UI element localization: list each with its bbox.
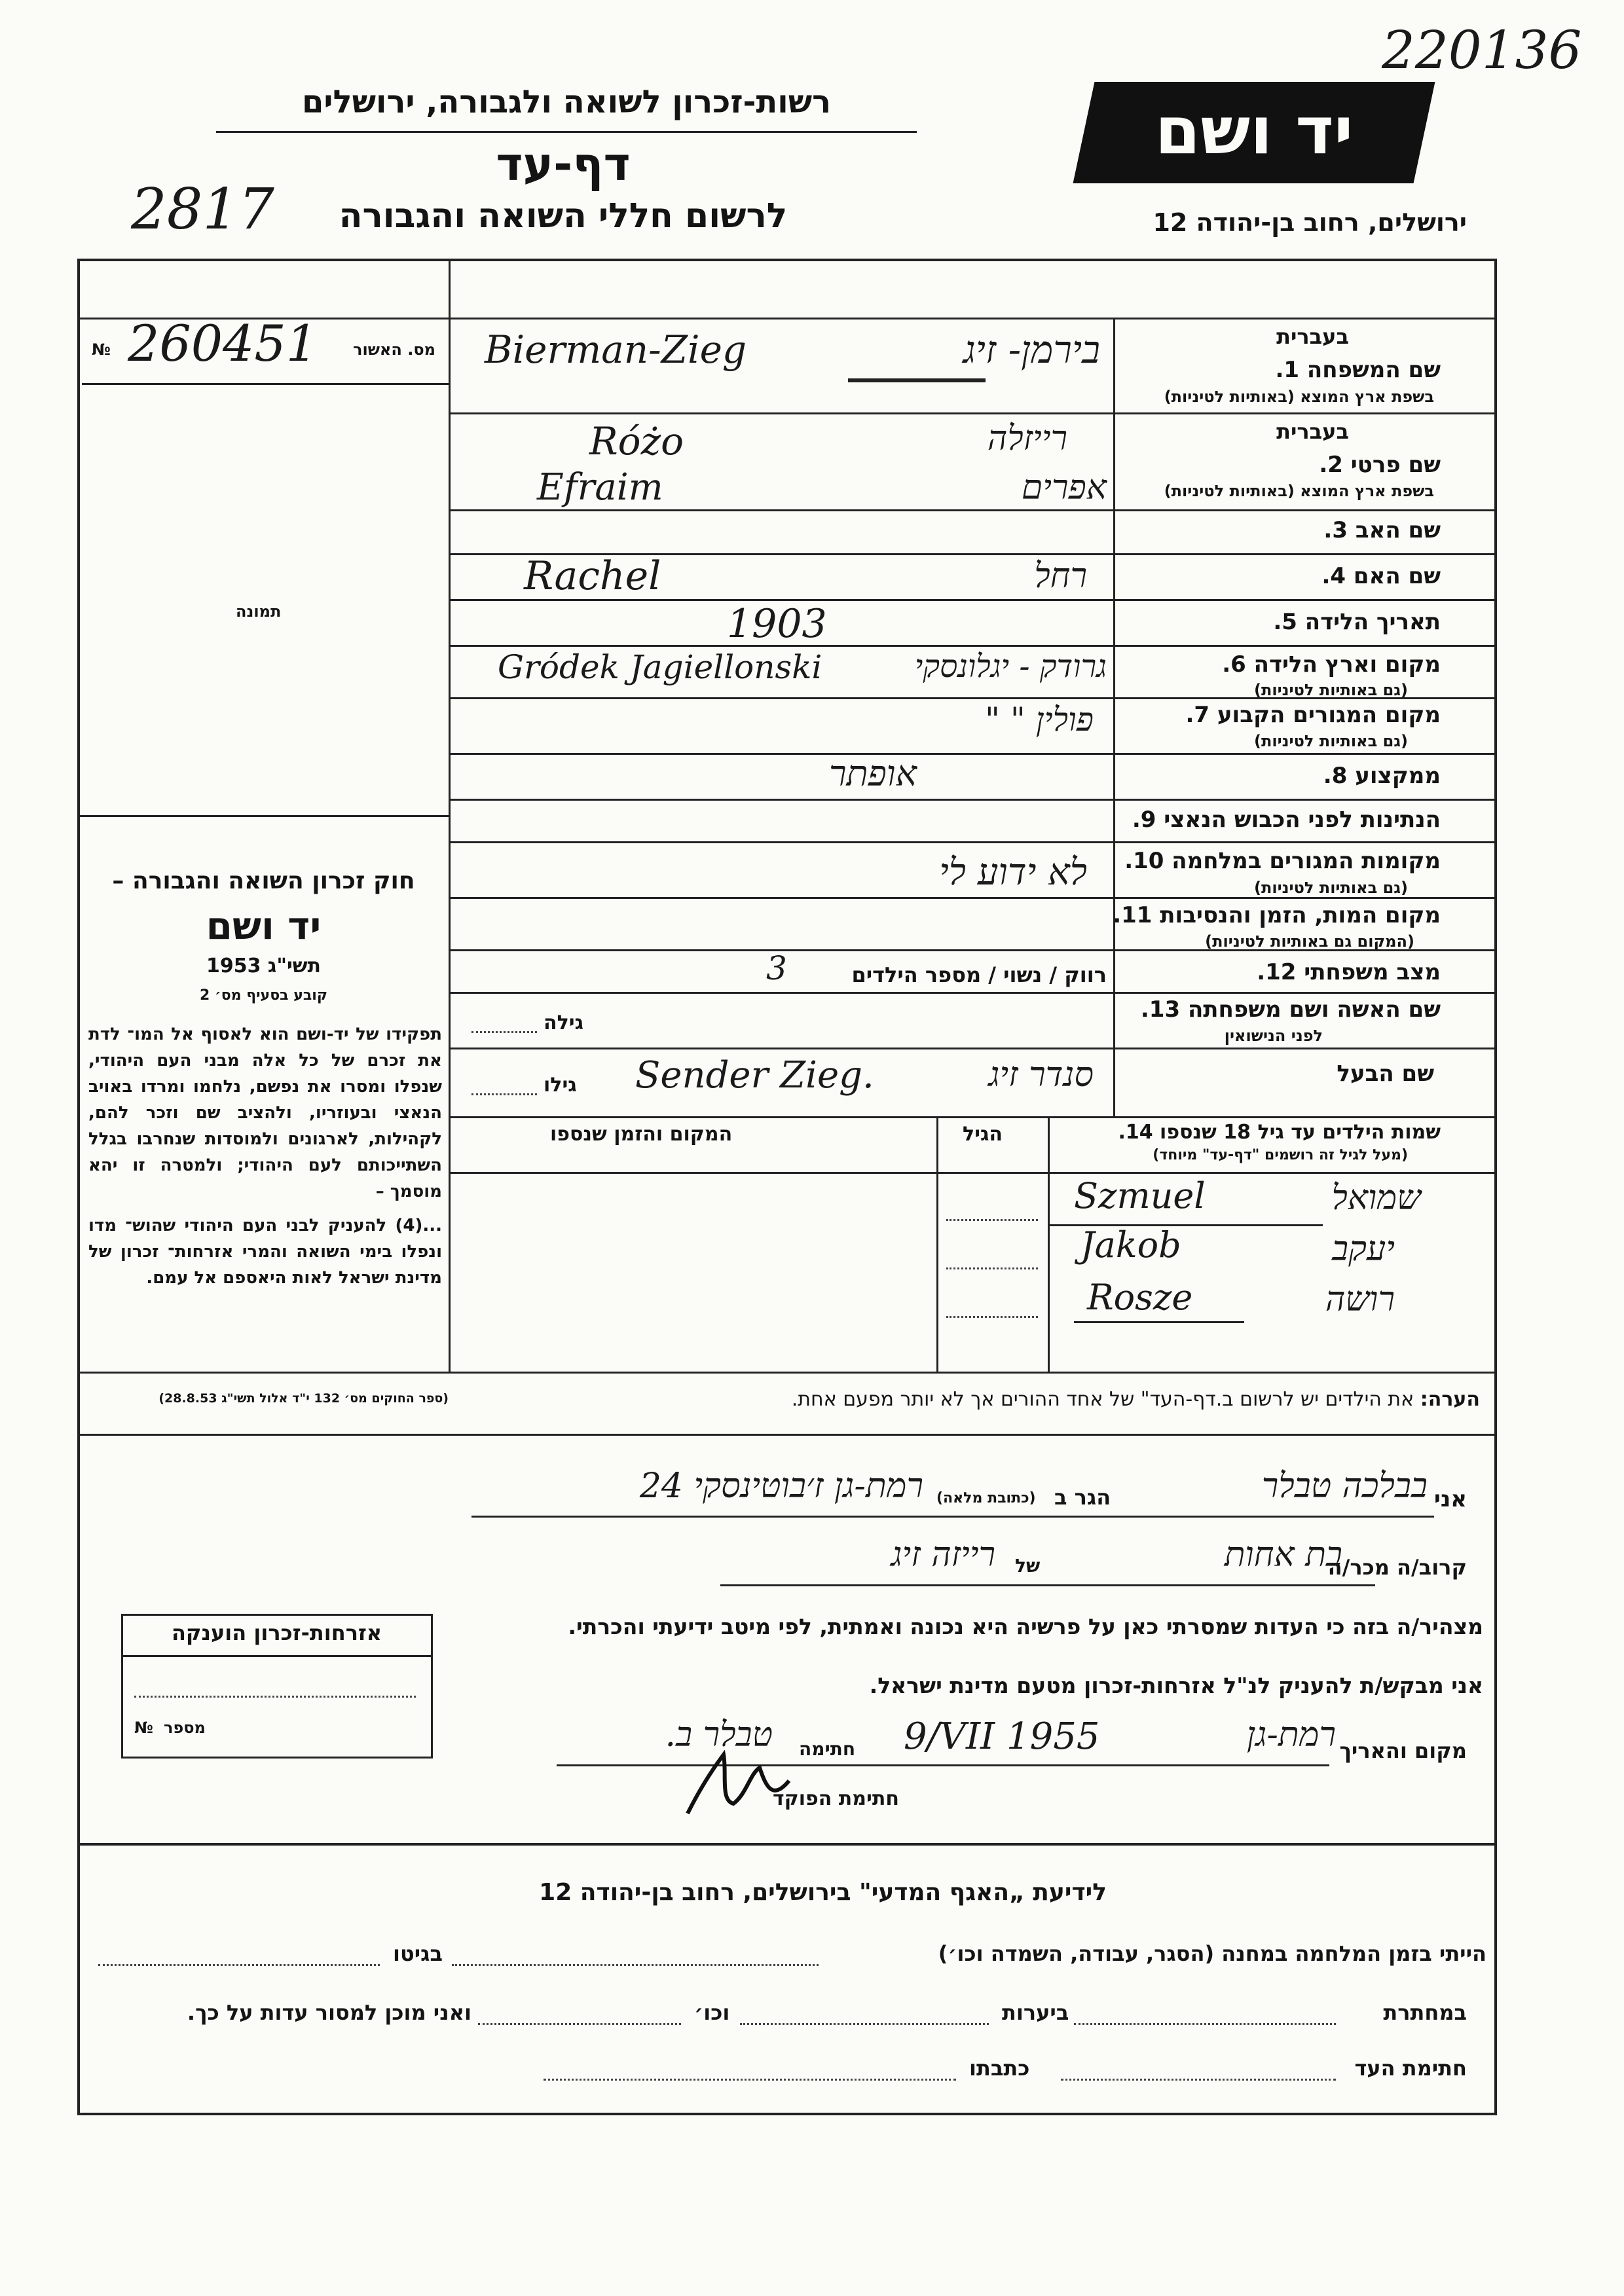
child-1-latin: Szmuel <box>1074 1175 1206 1216</box>
children-sub: (מעל לגיל זה רושמים "דף-עד" מיוחד) <box>1153 1147 1408 1163</box>
declarant-name: בבלכה טבלר <box>1261 1467 1428 1506</box>
f13-sub: לפני הנישואין <box>1224 1027 1323 1045</box>
husband-latin: Sender Zieg. <box>635 1054 874 1097</box>
f12-children-count: 3 <box>766 949 787 987</box>
f10-hebrew: לא ידוע לי <box>939 851 1087 894</box>
f4-label: שם האם 4. <box>1321 563 1441 589</box>
archive-number: 220136 <box>1382 20 1582 81</box>
f10-sub: (גם באותיות לטיניות) <box>1254 879 1408 897</box>
wife-age-label: גילה <box>544 1011 583 1034</box>
date-value: 9/VII 1955 <box>904 1715 1100 1758</box>
husband-label: שם הבעל <box>1337 1061 1434 1087</box>
children-age-header: הגיל <box>963 1123 1003 1146</box>
footer-line1: הייתי בזמן המלחמה במחנה (הסגר, עבודה, השמדה וכו׳) <box>938 1941 1486 1966</box>
f6-hebrew: גרודק - יגלונסקי <box>914 648 1107 685</box>
footer-address-label: כתבתו <box>969 2056 1030 2081</box>
f6-latin: Gródek Jagiellonski <box>498 648 822 686</box>
of-name: רייזה זיג <box>891 1535 995 1575</box>
child-3-hebrew: רושה <box>1325 1280 1395 1319</box>
law-name: יד ושם <box>206 903 322 948</box>
f1-hebrew: בירמן- זיג <box>963 327 1100 372</box>
f8-hebrew: אופתר <box>829 753 917 794</box>
children-title: שמות הילדים עד גיל 18 שנספו 14. <box>1118 1121 1441 1144</box>
footer-title: לידיעת „האגף המדעי" בירושלים, רחוב בן-יהודה 12 <box>539 1879 1107 1906</box>
footer-forests: ביערות <box>1002 2000 1069 2025</box>
law-clause: קובע בסעיף מס׳ 2 <box>199 987 328 1004</box>
approval-no-mark: № <box>92 340 111 359</box>
f5-value: 1903 <box>727 601 827 647</box>
f2-latin: Różo <box>589 419 684 464</box>
law-title: חוק זכרון השואה והגבורה – <box>112 867 415 894</box>
note: הערה: את הילדים יש לרשום ב.דף-העד" של אחד ההורים אך לא יותר מפעם אחת. <box>791 1388 1480 1411</box>
form-subtitle: לרשום חללי השואה והגבורה <box>339 196 788 236</box>
relation-label: קרוב/ה מכר/ה <box>1327 1555 1467 1580</box>
footer-underground: במחתרת <box>1383 2000 1467 2025</box>
husband-hebrew: סנדר זיג <box>988 1055 1094 1095</box>
child-1-hebrew: שמואל <box>1331 1178 1421 1218</box>
f7-hebrew: פולין " " <box>984 701 1094 738</box>
f1-latin: Bierman-Zieg <box>485 327 747 372</box>
footer-willing: ואני מוכן למסור עדות על כך. <box>187 2000 471 2025</box>
authority-title: רשות-זכרון לשואה ולגבורה, ירושלים <box>301 84 832 120</box>
child-2-latin: Jakob <box>1080 1224 1181 1266</box>
f2-label: שם פרטי 2. <box>1319 452 1441 478</box>
declarant-address-label: (כתובת מלאה) <box>936 1490 1036 1506</box>
f4-latin: Rachel <box>524 553 661 599</box>
f10-label: מקומות המגורים במלחמה 10. <box>1124 848 1441 874</box>
signature-label: חתימה <box>799 1738 856 1760</box>
f7-label: מקום המגורים הקבוע 7. <box>1185 702 1441 728</box>
f13-label: שם האשה ושם משפחתה 13. <box>1140 996 1441 1023</box>
officer-signature-label: חתימת הפוקד <box>773 1787 899 1810</box>
footer-witness-signature: חתימת העד <box>1354 2056 1467 2081</box>
f2-sub: בשפת ארץ המוצא (באותיות לטיניות) <box>1164 482 1434 500</box>
address: ירושלים, רחוב בן-יהודה 12 <box>1153 208 1467 237</box>
photo-label: תמונה <box>236 602 282 621</box>
place-value: רמת-גן <box>1246 1715 1336 1755</box>
f3-hebrew: אפרים <box>1021 468 1107 507</box>
f5-label: תאריך הלידה 5. <box>1273 609 1441 635</box>
child-2-hebrew: יעקב <box>1332 1230 1395 1269</box>
f1-label: שם המשפחה 1. <box>1275 357 1441 383</box>
f2-hebrew: רייזלה <box>987 419 1067 458</box>
declarant-resident-label: הגר ב <box>1054 1485 1111 1510</box>
handwritten-number: 2817 <box>131 177 274 242</box>
relation-value: בת אחות <box>1224 1535 1342 1575</box>
f6-label: מקום וארץ הלידה 6. <box>1222 651 1441 678</box>
f11-label: מקום המות, הזמן והנסיבות 11. <box>1113 902 1441 928</box>
f4-hebrew: רחל <box>1034 556 1087 596</box>
f11-sub: (המקום גם באותיות לטיניות) <box>1205 932 1414 951</box>
citizenship-number-label: מספר <box>164 1719 206 1737</box>
approval-number: 260451 <box>128 314 318 373</box>
child-3-latin: Rosze <box>1087 1277 1193 1318</box>
f3-latin: Efraim <box>537 466 663 509</box>
children-place-header: המקום והזמן שנספו <box>550 1123 733 1146</box>
f12-options: רווק / נשוי / מספר הילדים <box>851 962 1107 987</box>
f2-tag: בעברית <box>1276 419 1349 444</box>
statement: מצהיר/ה בזה כי העדות שמסרתי כאן על פרשיה היא נכונה ואמתית, לפי מיטב ידיעתי והכרתי. <box>568 1614 1483 1639</box>
place-date-label: מקום והאריך <box>1339 1738 1467 1763</box>
law-text: תפקידו של יד-ושם הוא לאסוף אל המו־ לדת את זכרם של כל אלה מבני העם היהודי, שנפלו ומסרו את נפשם, נלחמו ומרדו באויב הנאצי ובעוזריו, ולהציב שם וזכר להם, לקהילות, לארגונים ולמוסדות שנחרבו בגלל השתייכותם לעם היהודי; ולמטרה זו יהא מוסמך – ...(4) להעניק לבני העם היהודי שהוש־ מדו ונפלו בימי השואה והמרי אזרחות־ זכרון של מדינת ישראל לאות היאספם אל עמם. <box>88 1025 442 1288</box>
officer-signature-scribble <box>674 1741 792 1827</box>
f1-tag: בעברית <box>1276 324 1349 349</box>
f1-sub: בשפת ארץ המוצא (באותיות לטיניות) <box>1164 388 1434 406</box>
footer-etc: וכו׳ <box>694 2000 730 2025</box>
f6-sub: (גם באותיות לטיניות) <box>1254 681 1408 699</box>
law-year: תשי"ג 1953 <box>206 955 322 977</box>
f8-label: ממקצוע 8. <box>1323 763 1441 789</box>
signature-value: טבלר ב. <box>665 1715 773 1755</box>
law-citation: (ספר החוקים מס׳ 132 י"ד אלול תשי"ג 28.8.53) <box>158 1391 449 1406</box>
f7-sub: (גם באותיות לטיניות) <box>1254 732 1408 750</box>
f9-label: הנתינות לפני הכבוש הנאצי 9. <box>1132 807 1441 833</box>
f12-label: מצב משפחתי 12. <box>1257 959 1441 985</box>
logo-text: יד ושם <box>1154 92 1354 169</box>
request: אני מבקש/ת להעניק לנ"ל אזרחות-זכרון מטעם מדינת ישראל. <box>869 1673 1483 1698</box>
citizenship-no-mark: № <box>134 1719 153 1737</box>
citizenship-title: אזרחות-זכרון הוענקה <box>171 1620 382 1645</box>
declarant-address: רמת-גן ז׳בוטינסקי 24 <box>639 1467 923 1506</box>
approval-label: מס. האשור <box>353 340 435 359</box>
footer-line1-tail: בגיטו <box>393 1941 443 1966</box>
form-title: דף-עד <box>496 137 631 191</box>
f3-label: שם האב 3. <box>1323 517 1441 543</box>
declarant-i-label: אני <box>1433 1486 1467 1512</box>
of-label: של <box>1015 1555 1041 1576</box>
husband-age-label: גילו <box>544 1074 577 1097</box>
